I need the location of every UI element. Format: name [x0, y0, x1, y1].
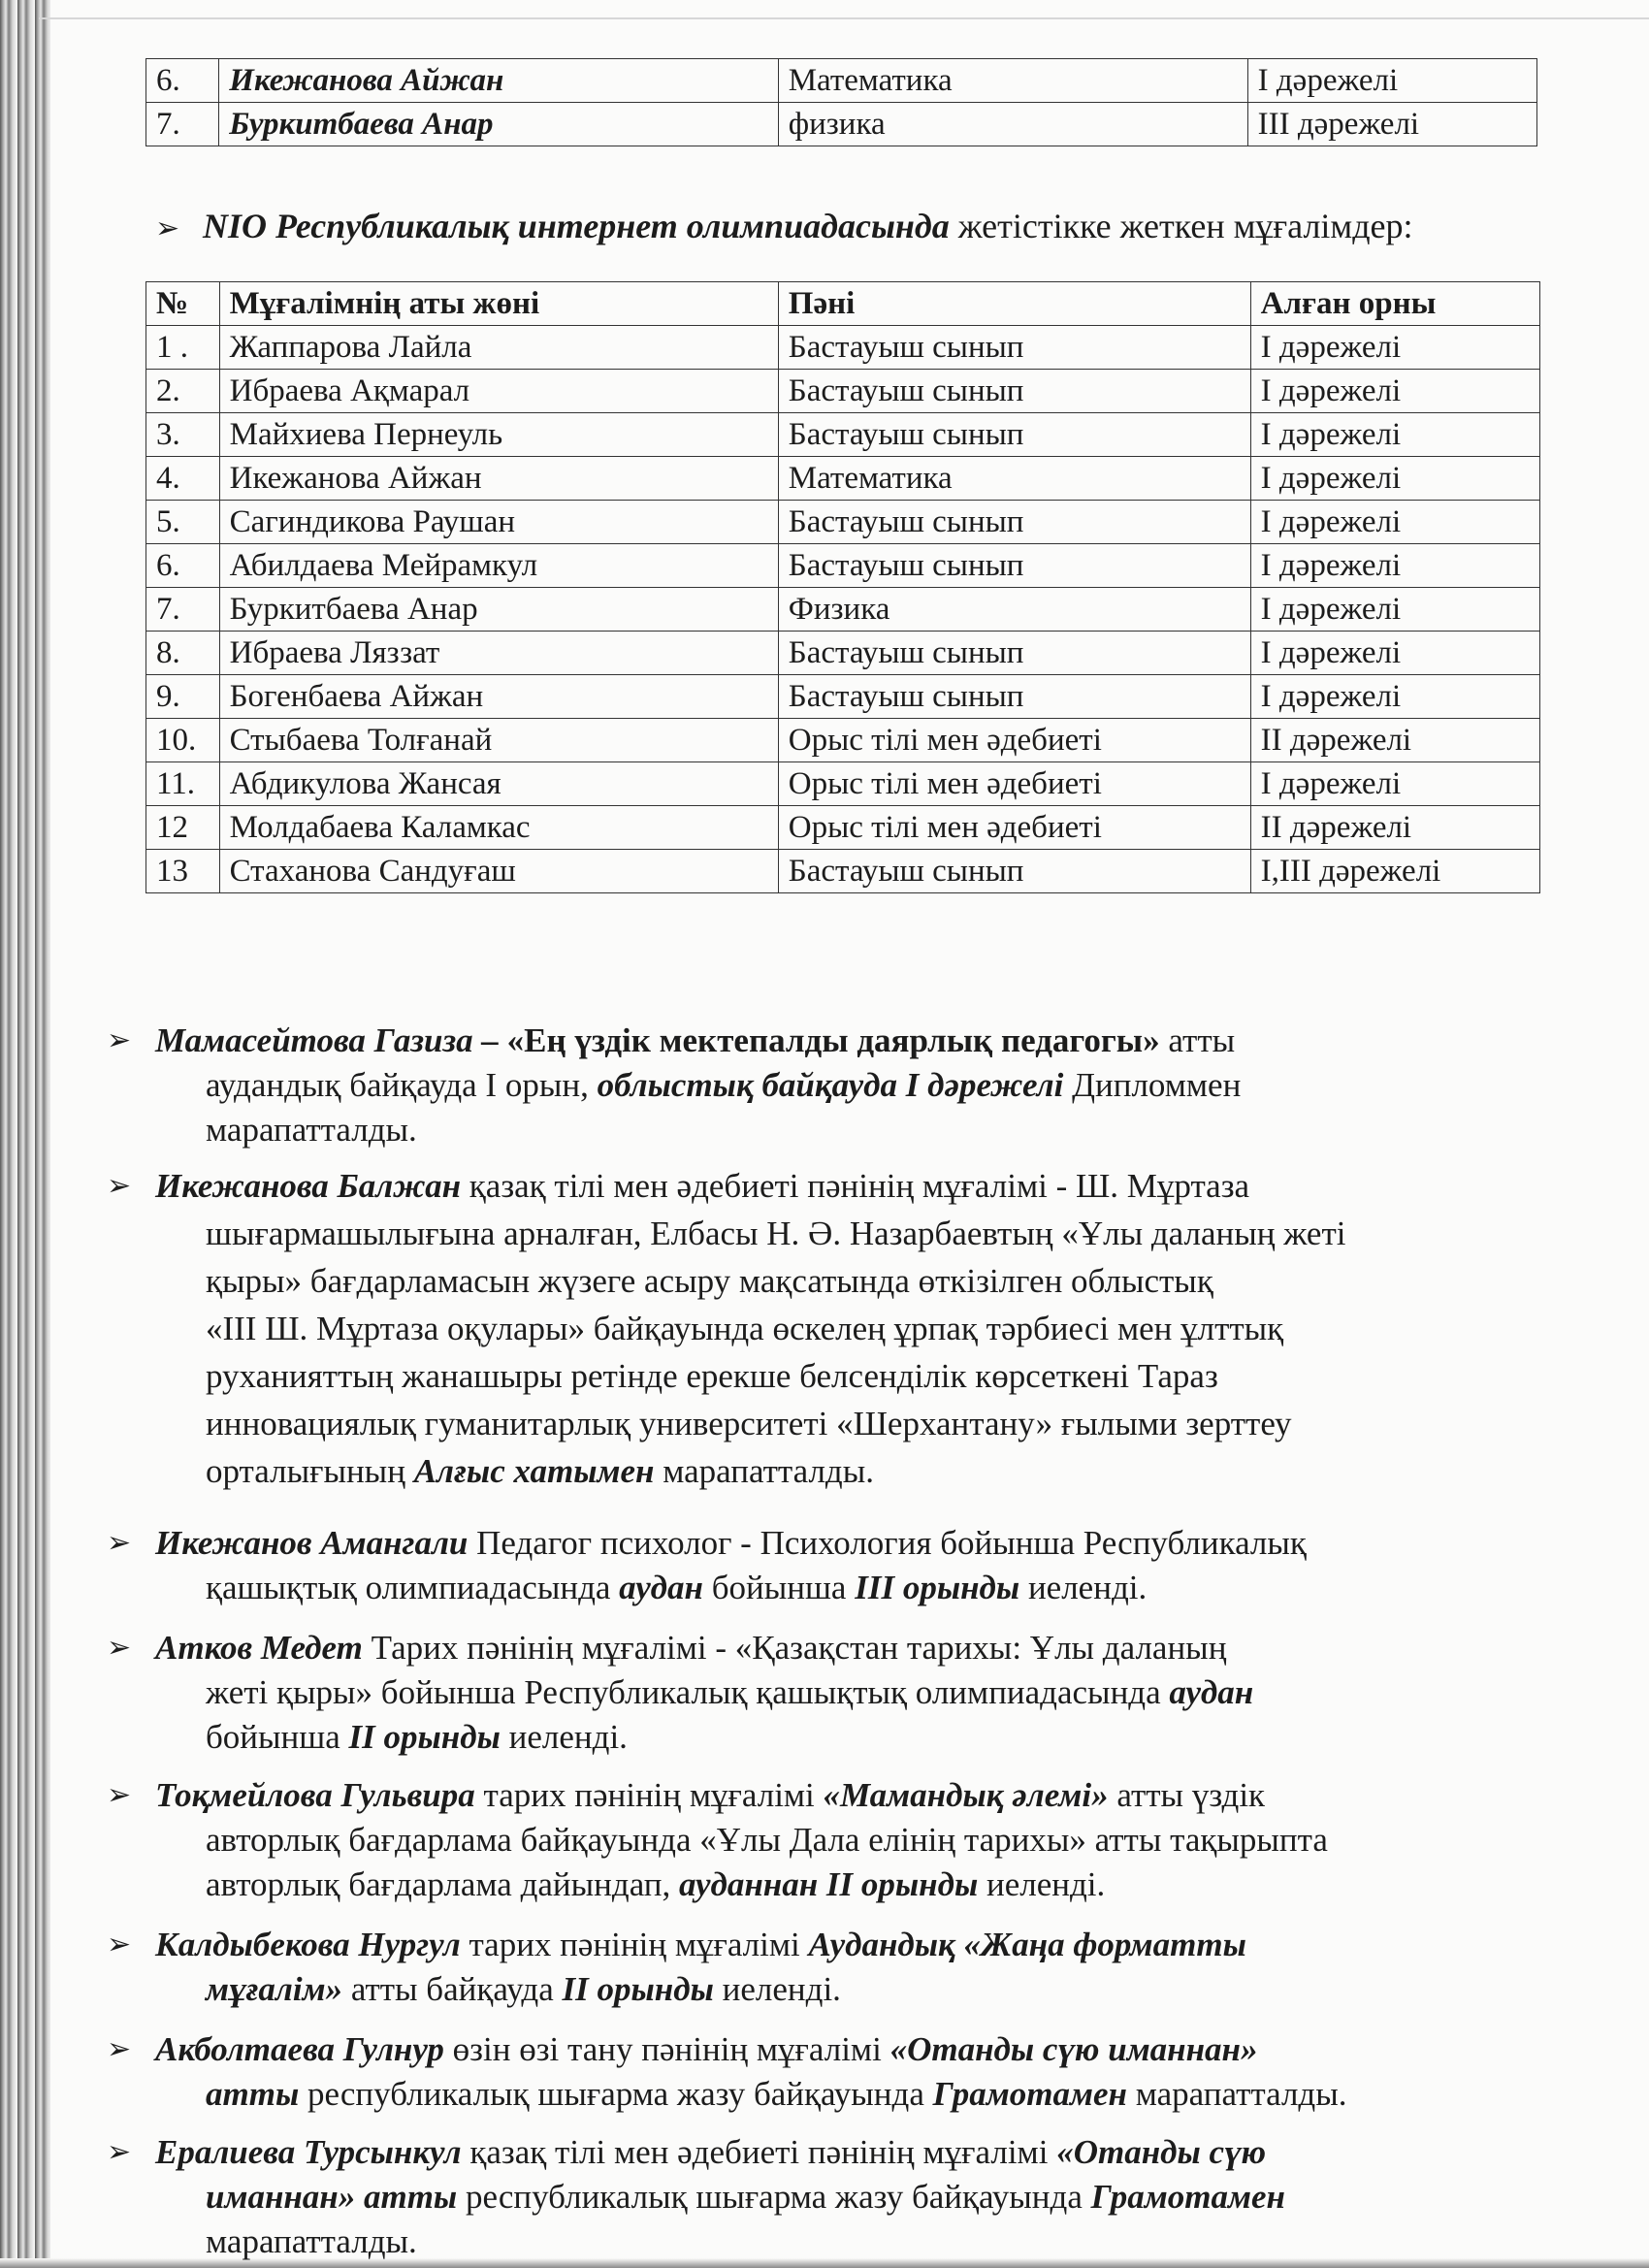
header-no: №: [146, 282, 220, 326]
cell-place: I дәрежелі: [1250, 762, 1539, 806]
text: марапатталды.: [206, 1111, 417, 1149]
award-item-tokmeilova: [107, 1773, 1533, 1907]
cell-subject: Бастауыш сынып: [778, 370, 1250, 413]
cell-subject: Бастауыш сынып: [778, 413, 1250, 457]
text: қыры» бағдарламасын жүзеге асыру мақсатында өткізілген облыстық: [206, 1262, 1213, 1300]
header-name: Мұғалімнің аты жөні: [219, 282, 778, 326]
text: иеленді.: [500, 1718, 628, 1756]
cell-place: I дәрежелі: [1250, 326, 1539, 370]
contest-title: «Ең үздік мектепалды даярлық педагогы»: [506, 1021, 1160, 1059]
cell-name: Стыбаева Толғанай: [219, 719, 778, 762]
cell-name: Молдабаева Каламкас: [219, 806, 778, 850]
teacher-name: Икежанов Амангали: [155, 1524, 469, 1562]
nio-heading: [155, 206, 1413, 246]
contest-title: иманнан» атты: [206, 2178, 458, 2216]
cell-no: 5.: [146, 501, 220, 544]
cell-subject: Физика: [778, 588, 1250, 632]
cell-subject: Бастауыш сынып: [778, 326, 1250, 370]
cell-subject: Бастауыш сынып: [778, 675, 1250, 719]
table-row: [146, 326, 1540, 370]
cell-subject: Бастауыш сынып: [778, 544, 1250, 588]
cell-no: 11.: [146, 762, 220, 806]
cell-name: Богенбаева Айжан: [219, 675, 778, 719]
award-text: аудан: [1169, 1673, 1254, 1711]
teacher-name: Калдыбекова Нургул: [155, 1926, 461, 1963]
cell-no: 10.: [146, 719, 220, 762]
teacher-name: Ералиева Турсынкул: [155, 2133, 462, 2171]
text: республикалық шығарма жазу байқауында: [457, 2178, 1091, 2216]
table-row: [146, 59, 1537, 103]
text: марапатталды.: [654, 1452, 875, 1490]
cell-no: 1 .: [146, 326, 220, 370]
contest-title: Аудандық «Жаңа форматты: [808, 1926, 1246, 1963]
cell-name: Майхиева Пернеуль: [219, 413, 778, 457]
text: қазақ тілі мен әдебиеті пәнінің мұғалімі: [461, 2133, 1057, 2171]
cell-name: Абдикулова Жансая: [219, 762, 778, 806]
text: тарих пәнінің мұғалімі: [460, 1926, 809, 1963]
cell-name: Стаханова Сандуғаш: [219, 850, 778, 893]
table-row: [146, 806, 1540, 850]
text: авторлық бағдарлама байқауында «Ұлы Дала елінің тарихы» атты тақырыпта: [206, 1821, 1328, 1859]
cell-no: 12: [146, 806, 220, 850]
cell-name: Буркитбаева Анар: [219, 588, 778, 632]
contest-title: «Отанды сүю иманнан»: [889, 2030, 1258, 2068]
table-row: [146, 544, 1540, 588]
cell-subject: Орыс тілі мен әдебиеті: [778, 719, 1250, 762]
table-row: [146, 370, 1540, 413]
text: атты байқауда: [342, 1970, 563, 2008]
text: авторлық бағдарлама дайындап,: [206, 1865, 680, 1903]
contest-title: атты: [206, 2075, 300, 2113]
arrow-bullet-icon: ➢: [107, 1928, 132, 1960]
award-item-ikezhanov-amangali: [107, 1521, 1533, 1610]
cell-place: I дәрежелі: [1250, 588, 1539, 632]
cell-no: 7.: [146, 103, 219, 146]
award-item-ikezhanova-balzhan: [107, 1162, 1533, 1495]
cell-place: I дәрежелі: [1250, 632, 1539, 675]
cell-no: 4.: [146, 457, 220, 501]
cell-subject: Бастауыш сынып: [778, 501, 1250, 544]
cell-place: II дәрежелі: [1250, 806, 1539, 850]
text: инновациялық гуманитарлық университеті «Шерхантану» ғылыми зерттеу: [206, 1405, 1292, 1442]
contest-title: «Мамандық әлемі»: [823, 1776, 1109, 1814]
text: өзін өзі тану пәнінің мұғалімі: [443, 2030, 890, 2068]
top-results-table: [146, 58, 1537, 146]
table-row: [146, 719, 1540, 762]
cell-subject: Орыс тілі мен әдебиеті: [778, 762, 1250, 806]
scan-top-line: [39, 17, 1649, 19]
cell-place: I дәрежелі: [1247, 59, 1536, 103]
text: аудандық байқауда I орын,: [206, 1066, 598, 1104]
table-row: [146, 632, 1540, 675]
award-text: Грамотамен: [932, 2075, 1127, 2113]
table-row: [146, 103, 1537, 146]
table-row: [146, 588, 1540, 632]
cell-no: 13: [146, 850, 220, 893]
text: марапатталды.: [1126, 2075, 1347, 2113]
teacher-name: Тоқмейлова Гульвира: [155, 1776, 475, 1814]
text: тарих пәнінің мұғалімі: [474, 1776, 824, 1814]
award-text: Алғыс хатымен: [413, 1452, 655, 1490]
award-text: II орынды: [562, 1970, 714, 2008]
cell-no: 8.: [146, 632, 220, 675]
cell-no: 2.: [146, 370, 220, 413]
cell-name: Ибраева Ляззат: [219, 632, 778, 675]
table-header-row: [146, 282, 1540, 326]
cell-place: I дәрежелі: [1250, 675, 1539, 719]
award-text: II орынды: [348, 1718, 501, 1756]
text: атты үздік: [1108, 1776, 1266, 1814]
table-row: [146, 762, 1540, 806]
text: Педагог психолог - Психология бойынша Республикалық: [468, 1524, 1307, 1562]
contest-title: мұғалім»: [206, 1970, 343, 2008]
cell-place: I дәрежелі: [1250, 544, 1539, 588]
cell-place: III дәрежелі: [1247, 103, 1536, 146]
arrow-bullet-icon: ➢: [107, 1170, 132, 1202]
cell-place: I,III дәрежелі: [1250, 850, 1539, 893]
cell-name: Икежанова Айжан: [219, 457, 778, 501]
cell-no: 6.: [146, 544, 220, 588]
text: бойынша: [206, 1718, 349, 1756]
text: қашықтық олимпиадасында: [206, 1569, 620, 1606]
text: бойынша: [702, 1569, 856, 1606]
award-item-eralieva: [107, 2130, 1533, 2264]
award-text: III орынды: [855, 1569, 1020, 1606]
cell-name: Абилдаева Мейрамкул: [219, 544, 778, 588]
award-text: ауданнан II орынды: [679, 1865, 979, 1903]
cell-subject: Бастауыш сынып: [778, 632, 1250, 675]
cell-name: Буркитбаева Анар: [219, 103, 778, 146]
text: марапатталды.: [206, 2222, 417, 2260]
teacher-name: Атков Медет: [155, 1629, 363, 1667]
arrow-bullet-icon: ➢: [107, 1632, 132, 1664]
cell-name: Жаппарова Лайла: [219, 326, 778, 370]
table-row: [146, 413, 1540, 457]
cell-name: Икежанова Айжан: [219, 59, 778, 103]
nio-heading-bold: NIO Республикалық интернет олимпиадасында: [203, 207, 950, 245]
cell-name: Сагиндикова Раушан: [219, 501, 778, 544]
text: орталығының: [206, 1452, 414, 1490]
cell-no: 6.: [146, 59, 219, 103]
cell-subject: Бастауыш сынып: [778, 850, 1250, 893]
scan-shadow-edge: [0, 0, 50, 2268]
cell-subject: Орыс тілі мен әдебиеті: [778, 806, 1250, 850]
table-row: [146, 501, 1540, 544]
header-place: Алған орны: [1250, 282, 1539, 326]
arrow-bullet-icon: ➢: [107, 2033, 132, 2065]
cell-no: 9.: [146, 675, 220, 719]
text: иеленді.: [1019, 1569, 1148, 1606]
cell-no: 3.: [146, 413, 220, 457]
award-item-kaldybekova: [107, 1923, 1533, 2012]
text: республикалық шығарма жазу байқауында: [299, 2075, 933, 2113]
award-item-akboltaeva: [107, 2027, 1533, 2117]
cell-subject: Математика: [778, 457, 1250, 501]
cell-place: I дәрежелі: [1250, 457, 1539, 501]
nio-heading-rest: жетістікке жеткен мұғалімдер:: [949, 207, 1413, 245]
cell-no: 7.: [146, 588, 220, 632]
arrow-bullet-icon: ➢: [107, 1024, 132, 1056]
table-row: [146, 457, 1540, 501]
cell-subject: Математика: [778, 59, 1247, 103]
award-text: облыстық байқауда I дәрежелі: [597, 1066, 1064, 1104]
award-text: Грамотамен: [1090, 2178, 1285, 2216]
arrow-bullet-icon: ➢: [155, 212, 180, 244]
text: руханияттың жанашыры ретінде ерекше белсенділік көрсеткені Тараз: [206, 1357, 1218, 1395]
text: атты: [1159, 1021, 1236, 1059]
table-row: [146, 850, 1540, 893]
table-row: [146, 675, 1540, 719]
text: иеленді.: [978, 1865, 1106, 1903]
arrow-bullet-icon: ➢: [107, 1779, 132, 1811]
arrow-bullet-icon: ➢: [107, 2136, 132, 2168]
text: Дипломмен: [1063, 1066, 1242, 1104]
text: жеті қыры» бойынша Республикалық қашықтық олимпиадасында: [206, 1673, 1170, 1711]
award-text: аудан: [619, 1569, 703, 1606]
cell-name: Ибраева Ақмарал: [219, 370, 778, 413]
teacher-name: Икежанова Балжан: [155, 1167, 462, 1205]
cell-place: II дәрежелі: [1250, 719, 1539, 762]
header-subject: Пәні: [778, 282, 1250, 326]
award-item-atkov: [107, 1626, 1533, 1760]
cell-place: I дәрежелі: [1250, 501, 1539, 544]
cell-place: I дәрежелі: [1250, 413, 1539, 457]
contest-title: «Отанды сүю: [1056, 2133, 1267, 2171]
cell-place: I дәрежелі: [1250, 370, 1539, 413]
arrow-bullet-icon: ➢: [107, 1527, 132, 1559]
teacher-name: Акболтаева Гулнур: [155, 2030, 444, 2068]
award-item-mamaseitova: [107, 1019, 1533, 1152]
text: Тарих пәнінің мұғалімі - «Қазақстан тарихы: Ұлы даланың: [362, 1629, 1227, 1667]
text: қазақ тілі мен әдебиеті пәнінің мұғалімі - Ш. Мұртаза: [461, 1167, 1250, 1205]
cell-subject: физика: [778, 103, 1247, 146]
text: шығармашылығына арналған, Елбасы Н. Ә. Назарбаевтың «Ұлы даланың жеті: [206, 1215, 1346, 1252]
teacher-name: Мамасейтова Газиза –: [155, 1021, 507, 1059]
text: иеленді.: [713, 1970, 841, 2008]
text: «III Ш. Мұртаза оқулары» байқауында өскелең ұрпақ тәрбиесі мен ұлттық: [206, 1310, 1284, 1347]
nio-teachers-table: [146, 281, 1540, 893]
